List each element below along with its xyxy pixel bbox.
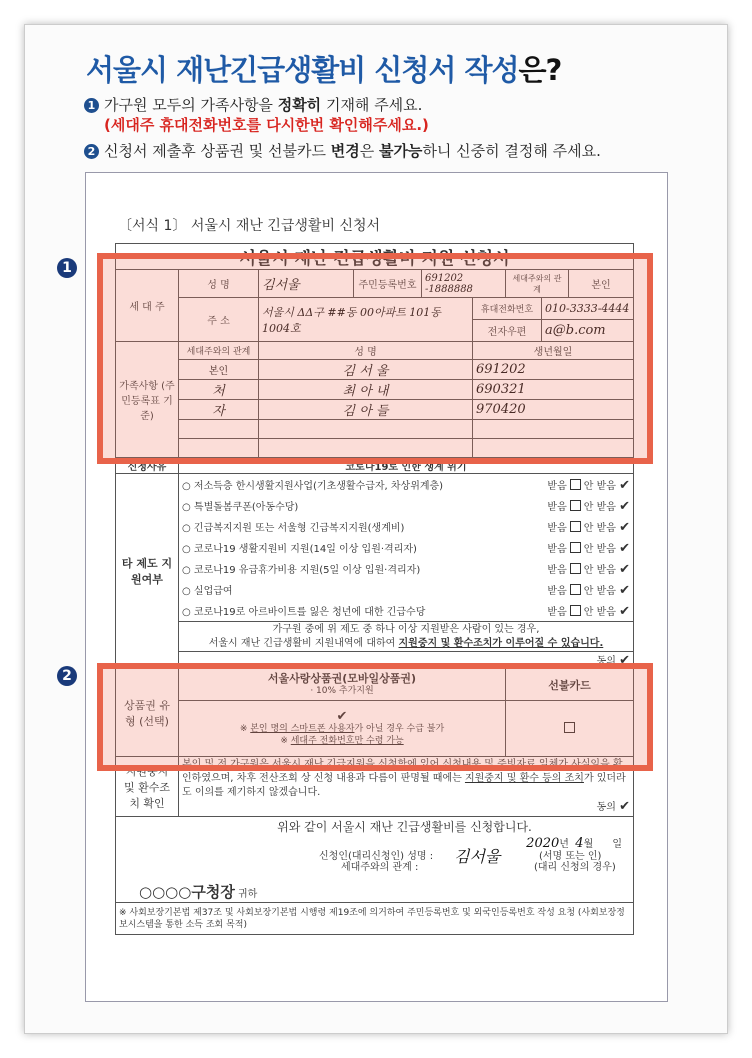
sign-month[interactable]: 4 [575, 835, 584, 851]
family-col-relation: 세대주와의 관계 [179, 342, 259, 360]
voucher-card-select [506, 701, 634, 757]
family-name[interactable]: 최 아 내 [259, 380, 473, 400]
program-item: ○ 코로나19 생활지원비 지원(14일 이상 입원·격리자) 받음 안 받음 ✔ [179, 537, 634, 558]
family-col-birth: 생년월일 [473, 342, 634, 360]
family-row [116, 380, 634, 400]
family-row [116, 439, 634, 458]
family-relation[interactable]: 자 [179, 400, 259, 420]
instruction-2: 2 신청서 제출후 상품권 및 선불카드 변경은 불가능하니 신중히 결정해 주세요. [84, 140, 601, 161]
number-2-icon: 2 [84, 144, 99, 159]
family-col-name: 성 명 [259, 342, 473, 360]
instruction-1-red: (세대주 휴대전화번호를 다시한번 확인해주세요.) [104, 116, 429, 134]
stop-agree-check-icon[interactable]: ✔ [619, 799, 630, 814]
relation-value[interactable]: 본인 [569, 270, 634, 298]
family-relation[interactable] [179, 420, 259, 439]
family-birth[interactable] [473, 439, 634, 458]
recipient: ○○○○구청장 [139, 882, 235, 901]
instruction-1: 1 가구원 모두의 가족사항을 정확히 기재해 주세요. [84, 94, 422, 115]
check-icon[interactable]: ✔ [619, 519, 630, 535]
rrn-value[interactable]: 691202 -1888888 [422, 270, 506, 298]
family-name[interactable]: 김 아 들 [259, 400, 473, 420]
householder-name[interactable]: 김서울 [259, 270, 354, 298]
checkbox[interactable] [570, 563, 581, 574]
family-name[interactable] [259, 439, 473, 458]
voucher-option-card: 선불카드 [506, 669, 634, 701]
family-row [116, 360, 634, 380]
checkbox[interactable] [570, 605, 581, 616]
check-icon[interactable]: ✔ [619, 540, 630, 556]
phone-label: 휴대전화번호 [473, 298, 542, 320]
family-birth[interactable]: 690321 [473, 380, 634, 400]
check-icon[interactable]: ✔ [619, 561, 630, 577]
checkbox[interactable] [570, 500, 581, 511]
signature-block: 위와 같이 서울시 재난 긴급생활비를 신청합니다. 2020년 4월 일 신청인(대리신청인) 성명 : 세대주와의 관계 : 김서울 (서명 또는 인) (대리 신청의 경우) ○○○○구청장 귀하 [116, 817, 634, 903]
program-item: ○ 긴급복지지원 또는 서울형 긴급복지지원(생계비) 받음 안 받음 ✔ [179, 516, 634, 537]
family-relation[interactable]: 본인 [179, 360, 259, 380]
voucher-seoul-select: ✔ ※ 본인 명의 스마트폰 사용자가 아닐 경우 수급 불가 ※ 세대주 전화번호만 수령 가능 [179, 701, 506, 757]
check-icon[interactable]: ✔ [619, 477, 630, 493]
voucher-check-icon[interactable]: ✔ [336, 708, 348, 724]
program-item: ○ 특별돌봄쿠폰(아동수당) 받음 안 받음 ✔ [179, 495, 634, 516]
reason-value[interactable]: 코로나19로 인한 생계 위기 [179, 458, 634, 474]
page-title: 서울시 재난긴급생활비 신청서 작성은? [86, 53, 562, 87]
name-label: 성 명 [179, 270, 259, 298]
checkbox[interactable] [570, 479, 581, 490]
sign-year[interactable]: 2020 [526, 835, 560, 851]
program-item: ○ 코로나19로 아르바이트를 잃은 청년에 대한 긴급수당 받음 안 받음 ✔ [179, 600, 634, 622]
family-birth[interactable]: 970420 [473, 400, 634, 420]
marker-1: 1 [57, 258, 77, 278]
statement: 위와 같이 서울시 재난 긴급생활비를 신청합니다. [277, 819, 532, 834]
family-name[interactable]: 김 서 울 [259, 360, 473, 380]
form-label: 〔서식 1〕 서울시 재난 긴급생활비 신청서 [118, 218, 381, 234]
signature[interactable]: 김서울 [454, 846, 501, 866]
email-label: 전자우편 [473, 320, 542, 342]
programs-agree: 동의 ✔ [179, 652, 634, 669]
family-relation[interactable]: 처 [179, 380, 259, 400]
marker-2: 2 [57, 666, 77, 686]
phone-value[interactable]: 010-3333-4444 [542, 298, 634, 320]
address-value[interactable]: 서울시 ΔΔ구 ##동 00아파트 101동 1004호 [259, 298, 473, 342]
voucher-label: 상품권 유형 (선택) [116, 669, 179, 757]
stop-label: 지원중지 및 환수조치 확인 [116, 757, 179, 817]
family-birth[interactable]: 691202 [473, 360, 634, 380]
footer-note: ※ 사회보장기본법 제37조 및 사회보장기본법 시행령 제19조에 의거하여 주민등록번호 및 외국인등록번호 작성 요청 (사회보장정보시스템을 통한 소득 조회 목적) [116, 903, 634, 935]
reason-label: 신청사유 [116, 458, 179, 474]
voucher-option-seoul: 서울사랑상품권(모바일상품권) · 10% 추가지원 [179, 669, 506, 701]
program-item: ○ 코로나19 유급휴가비용 지원(5일 이상 입원·격리자) 받음 안 받음 ✔ [179, 558, 634, 579]
family-name[interactable] [259, 420, 473, 439]
family-label: 가족사항 (주민등록표 기준) [116, 342, 179, 458]
householder-label: 세 대 주 [116, 270, 179, 342]
family-row [116, 420, 634, 439]
family-birth[interactable] [473, 420, 634, 439]
checkbox[interactable] [570, 521, 581, 532]
check-icon[interactable]: ✔ [619, 603, 630, 619]
program-item: ○ 저소득층 한시생활지원사업(기초생활수급자, 차상위계층) 받음 안 받음 ✔ [179, 474, 634, 496]
program-item: ○ 실업급여 받음 안 받음 ✔ [179, 579, 634, 600]
email-value[interactable]: a@b.com [542, 320, 634, 342]
stop-text: 본인 및 전 가구원은 서울시 재난 긴급지원을 신청함에 있어 신청내용 및 증빙자료 일체가 사실임을 확인하였으며, 차후 전산조회 상 신청 내용과 다름이 판명될 때에는 지원중지 및 환수 등의 조치가 있더라도 이의를 제기하지 않겠습니다. 동의 ✔ [179, 757, 634, 817]
check-icon[interactable]: ✔ [619, 582, 630, 598]
family-relation[interactable] [179, 439, 259, 458]
checkbox[interactable] [570, 542, 581, 553]
other-programs-label: 타 제도 지원여부 [116, 474, 179, 669]
checkbox[interactable] [570, 584, 581, 595]
agree-check-icon[interactable]: ✔ [619, 653, 630, 668]
programs-notice: 가구원 중에 위 제도 중 하나 이상 지원받은 사람이 있는 경우, 서울시 재난 긴급생활비 지원내역에 대하여 지원중지 및 환수조치가 이루어질 수 있습니다. [179, 622, 634, 652]
application-form [115, 243, 634, 935]
address-label: 주 소 [179, 298, 259, 342]
number-1-icon: 1 [84, 98, 99, 113]
relation-label: 세대주와의 관계 [506, 270, 569, 298]
form-title: 서울시 재난 긴급생활비 지원 신청서 [116, 244, 634, 270]
family-row [116, 400, 634, 420]
check-icon[interactable]: ✔ [619, 498, 630, 514]
rrn-label: 주민등록번호 [354, 270, 422, 298]
card-checkbox[interactable] [564, 722, 575, 733]
